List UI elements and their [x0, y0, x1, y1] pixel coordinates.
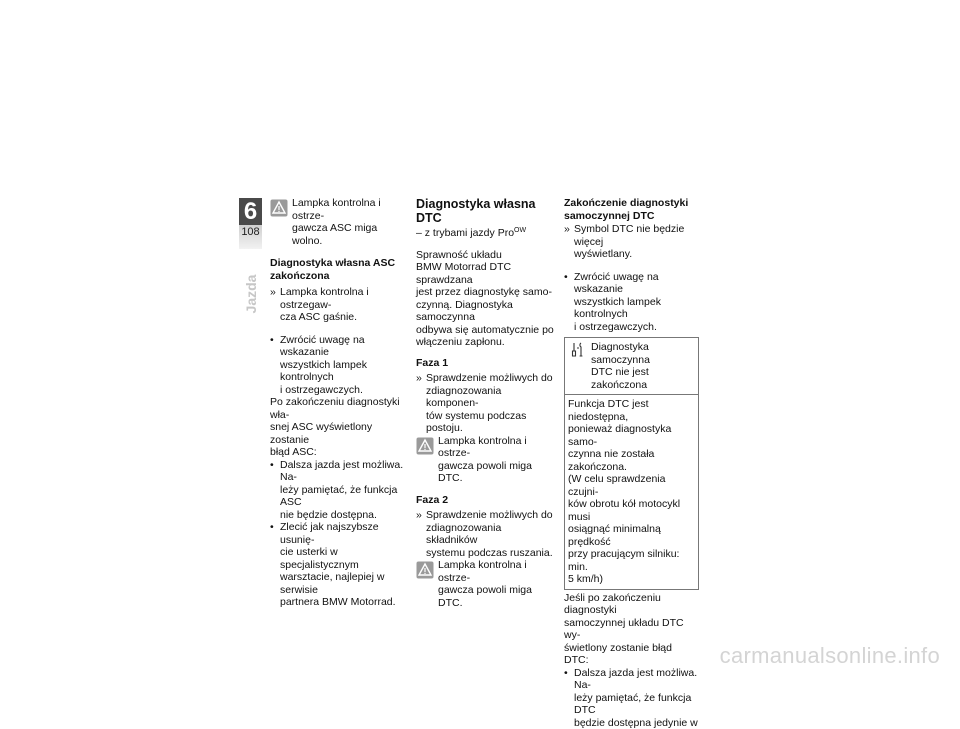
warning-triangle-icon — [270, 199, 288, 217]
info-box — [564, 337, 699, 590]
watermark: carmanualsonline.info — [720, 643, 940, 669]
paragraph: Jeśli po zakończeniu diagnostyki samoczynnej układu DTC wy- świetlony zostanie błąd DTC: — [564, 592, 699, 667]
warning-triangle-icon — [416, 437, 434, 455]
dtc-warning-light-note: Lampka kontrolna i ostrze- gawcza powoli miga DTC. — [416, 435, 554, 485]
info-box-body: Funkcja DTC jest niedostępna, ponieważ diagnostyka samo- czynna nie została zakończona. (W celu sprawdzenia czujni- ków obrotu kół motocykl musi osiągnąć minimalną prędkość przy pracującym silniku: min. 5 km/h) — [565, 395, 698, 589]
dtc-warning-light-note: Lampka kontrolna i ostrze- gawcza powoli miga DTC. — [416, 559, 554, 609]
subtitle: – z trybami jazdy Pro$^{OW}$ — [416, 225, 554, 240]
dtc-diagnosis-complete-heading: Zakończenie diagnostyki samoczynnej DTC — [564, 197, 699, 222]
bullet-item: • Zlecić jak najszybsze usunię- cie usterki w specjalistycznym warsztacie, najlepiej w serwisie partnera BMW Motorrad. — [270, 521, 405, 609]
paragraph: Sprawność układu BMW Motorrad DTC sprawdzana jest przez diagnostykę samo- czynną. Diagnostyka samoczynna odbywa się automatycznie po włączeniu zapłonu. — [416, 249, 554, 349]
page-number: 108 — [239, 226, 262, 238]
asc-diagnosis-complete-heading: Diagnostyka własna ASC zakończona — [270, 257, 405, 282]
dtc-self-diagnosis-title: Diagnostyka własna DTC — [416, 197, 554, 225]
phase-2-heading: Faza 2 — [416, 494, 554, 507]
bullet-item: • Zwrócić uwagę na wskazanie wszystkich lampek kontrolnych i ostrzegawczych. — [270, 334, 405, 397]
paragraph: Po zakończeniu diagnostyki wła- snej ASC wyświetlony zostanie błąd ASC: — [270, 396, 405, 459]
result-item: » Sprawdzenie możliwych do zdiagnozowania komponen- tów systemu podczas postoju. — [416, 372, 554, 435]
column-1 — [270, 197, 405, 609]
chapter-number: 6 — [239, 198, 262, 225]
asc-warning-light-note: Lampka kontrolna i ostrze- gawcza ASC miga wolno. — [270, 197, 405, 247]
chapter-side-label: Jazda — [236, 286, 266, 316]
info-box-header: Diagnostyka samoczynna DTC nie jest zakończona — [565, 338, 698, 395]
column-2 — [416, 197, 554, 609]
bullet-item: • Dalsza jazda jest możliwa. Na- leży pamiętać, że funkcja DTC będzie dostępna jedynie w — [564, 667, 699, 729]
warning-triangle-icon — [416, 561, 434, 579]
result-item: » Lampka kontrolna i ostrzegaw- cza ASC gaśnie. — [270, 286, 405, 324]
bullet-item: • Dalsza jazda jest możliwa. Na- leży pamiętać, że funkcja ASC nie będzie dostępna. — [270, 459, 405, 522]
tools-icon — [571, 342, 585, 358]
phase-1-heading: Faza 1 — [416, 357, 554, 370]
bullet-item: • Zwrócić uwagę na wskazanie wszystkich lampek kontrolnych i ostrzegawczych. — [564, 271, 699, 334]
result-item: » Sprawdzenie możliwych do zdiagnozowania składników systemu podczas ruszania. — [416, 509, 554, 559]
result-item: » Symbol DTC nie będzie więcej wyświetlany. — [564, 223, 699, 261]
column-3 — [564, 197, 699, 729]
